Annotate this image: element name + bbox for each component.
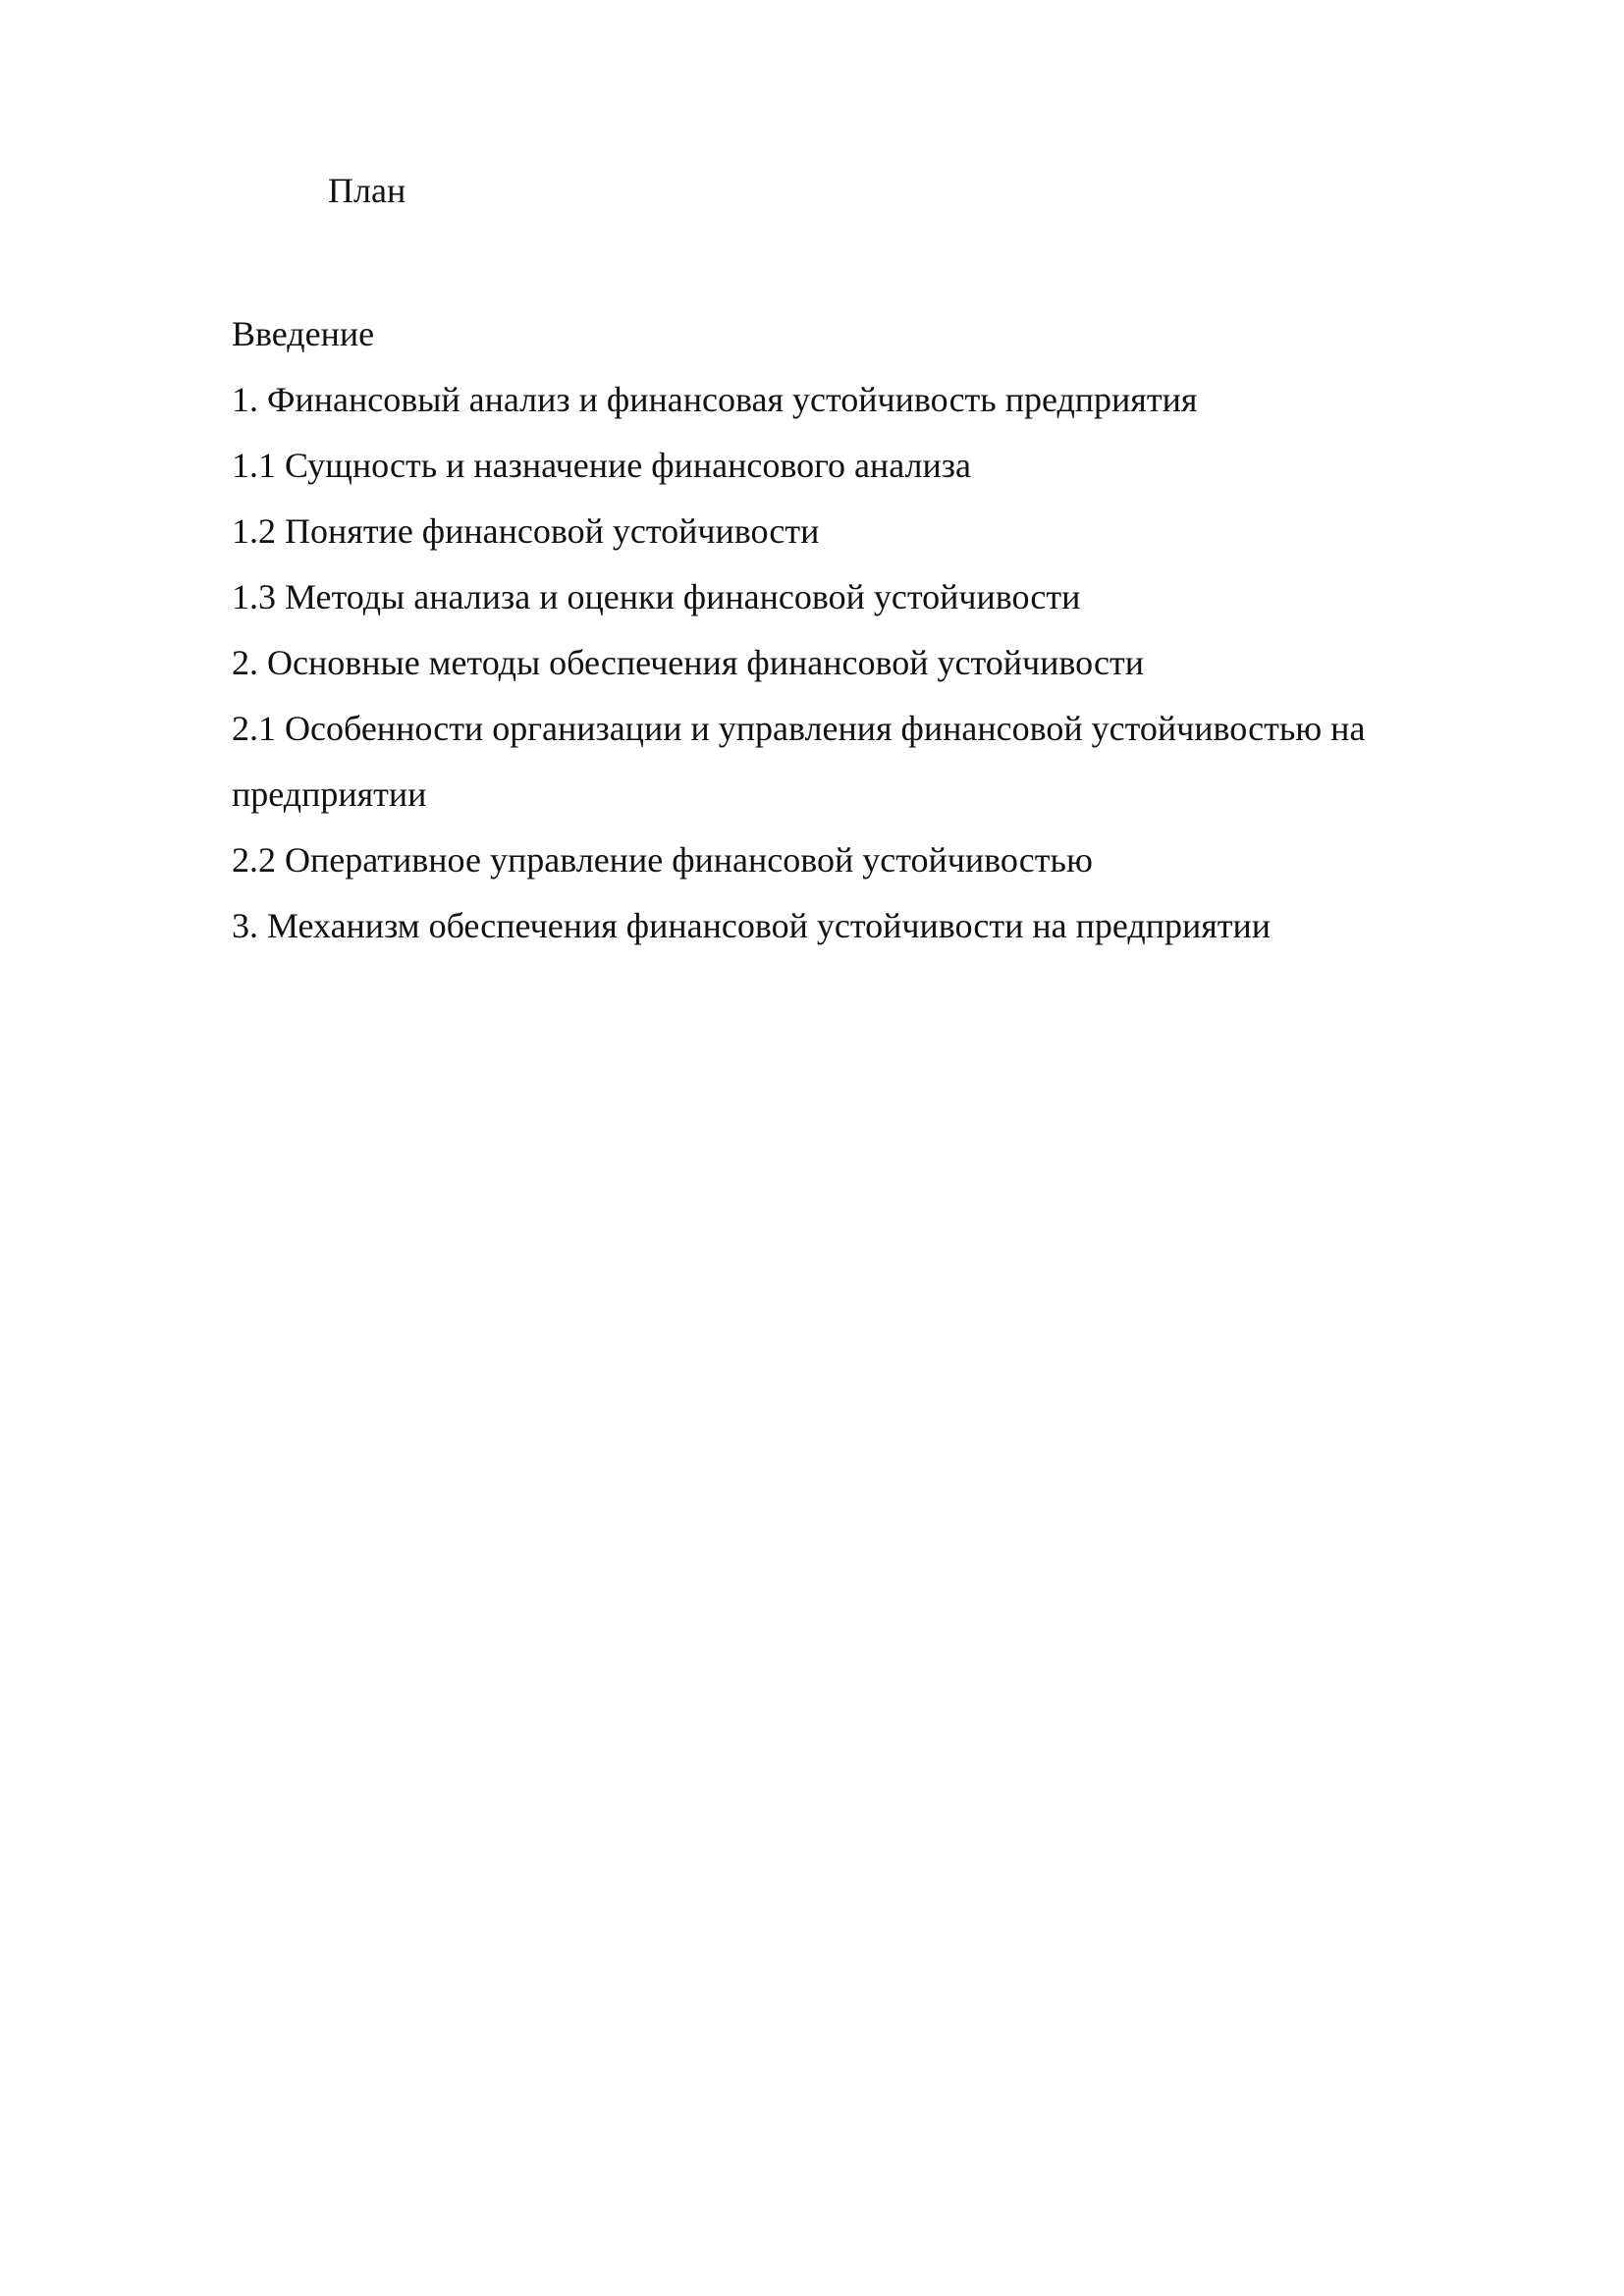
toc-item-section-1-3: 1.3 Методы анализа и оценки финансовой устойчивости [232, 577, 1081, 616]
toc-item-section-1-1: 1.1 Сущность и назначение финансового анализа [232, 446, 971, 485]
toc-item-section-1: 1. Финансовый анализ и финансовая устойчивость предприятия [232, 380, 1198, 419]
toc-item-section-2-1: 2.1 Особенности организации и управления финансовой устойчивостью на [232, 709, 1366, 748]
toc-item-section-2-2: 2.2 Оперативное управление финансовой устойчивостью [232, 840, 1093, 880]
toc-item-section-2-1-continuation: предприятии [232, 774, 427, 814]
toc-item-introduction: Введение [232, 314, 375, 353]
document-title: План [328, 171, 406, 210]
toc-item-section-3: 3. Механизм обеспечения финансовой устойчивости на предприятии [232, 906, 1272, 945]
toc-item-section-1-2: 1.2 Понятие финансовой устойчивости [232, 511, 820, 551]
toc-item-section-2: 2. Основные методы обеспечения финансовой устойчивости [232, 643, 1144, 682]
table-of-contents [232, 301, 1479, 959]
